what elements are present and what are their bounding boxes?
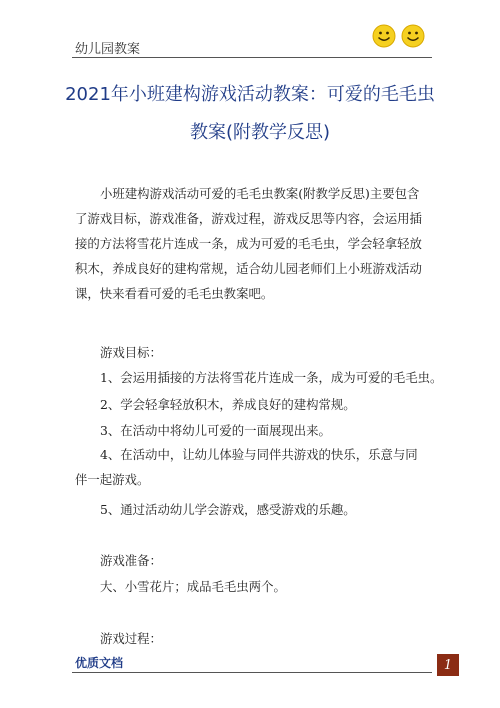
smiley-icons <box>372 24 426 48</box>
goal-item-1: 1、会运用插接的方法将雪花片连成一条，成为可爱的毛毛虫。 <box>100 370 443 385</box>
smiley-icon <box>373 25 395 47</box>
header-divider <box>72 57 432 58</box>
process-heading: 游戏过程： <box>100 631 162 646</box>
prep-heading: 游戏准备： <box>100 553 162 568</box>
prep-text: 大、小雪花片；成品毛毛虫两个。 <box>100 579 286 594</box>
page-number-badge: 1 <box>437 654 459 676</box>
footer-label: 优质文档 <box>75 656 124 670</box>
goal-item-5: 5、通过活动幼儿学会游戏，感受游戏的乐趣。 <box>100 502 356 517</box>
intro-paragraph: 小班建构游戏活动可爱的毛毛虫教案(附教学反思)主要包含了游戏目标，游戏准备，游戏过程，游戏反思等内容，会运用插接的方法将雪花片连成一条，成为可爱的毛毛虫，学会轻拿轻放积木，养成良好的建构常规，适合幼儿园老师们上小班游戏活动课，快来看看可爱的毛毛虫教案吧。 <box>75 186 422 301</box>
goal-item-3: 3、在活动中将幼儿可爱的一面展现出来。 <box>100 423 331 438</box>
document-title-line2: 教案(附教学反思) <box>190 122 331 143</box>
goal-item-4: 4、在活动中，让幼儿体验与同伴共游戏的快乐，乐意与同伴一起游戏。 <box>75 447 418 487</box>
smiley-icon <box>402 25 424 47</box>
document-title-line1: 2021年小班建构游戏活动教案：可爱的毛毛虫 <box>65 84 435 105</box>
header-label: 幼儿园教案 <box>75 42 141 57</box>
footer-divider <box>72 672 432 673</box>
goal-item-2: 2、学会轻拿轻放积木，养成良好的建构常规。 <box>100 397 356 412</box>
goals-heading: 游戏目标： <box>100 345 162 360</box>
